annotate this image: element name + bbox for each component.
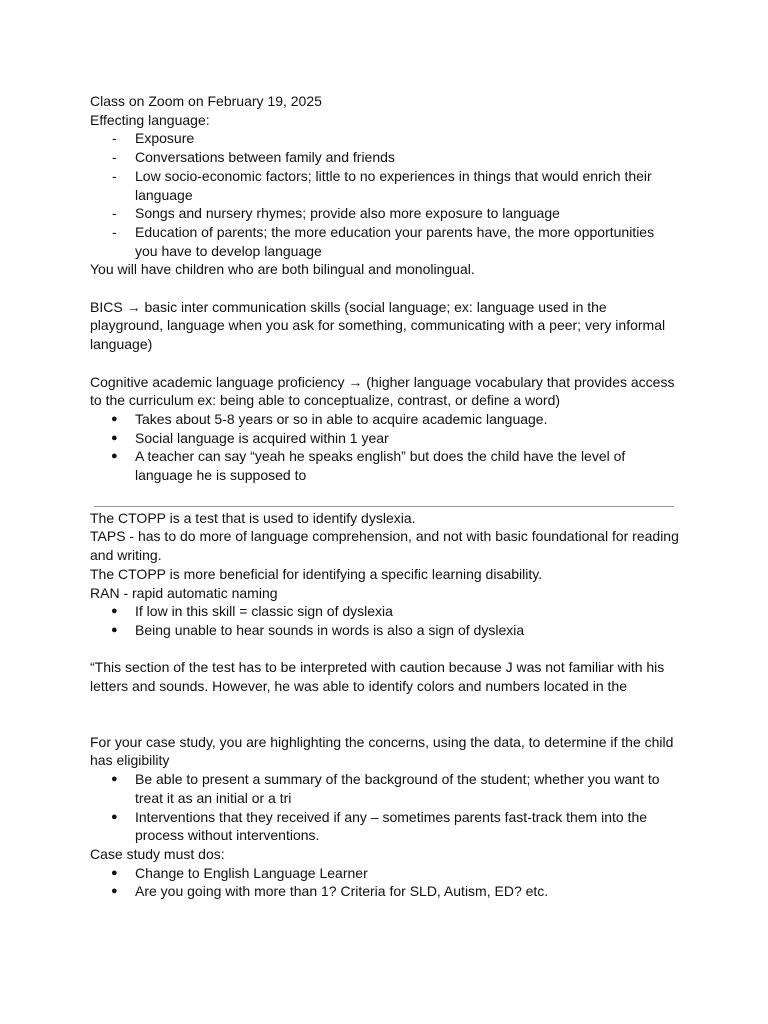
bics-paragraph: BICS → basic inter communication skills (social language; ex: language used in the playground, language when you ask for something, communicating with a peer; very informal language)	[90, 298, 666, 353]
ctopp-line: The CTOPP is a test that is used to identify dyslexia.	[90, 509, 416, 526]
list-item: ● Being unable to hear sounds in words is also a sign of dyslexia	[90, 621, 680, 640]
list-item: - Conversations between family and friends	[90, 148, 680, 167]
bilingual-line: You will have children who are both bilingual and monolingual.	[90, 261, 475, 278]
list-item: - Songs and nursery rhymes; provide also more exposure to language	[90, 204, 680, 223]
must-dos-list	[90, 864, 680, 901]
list-item: ● Social language is acquired within 1 year	[90, 429, 680, 448]
spacer	[90, 354, 680, 373]
list-item: ● Interventions that they received if any – sometimes parents fast-track them into the process without interventions.	[90, 808, 680, 845]
quote-paragraph: “This section of the test has to be interpreted with caution because J was not familiar with his letters and sounds. However, he was able to identify colors and numbers located in the	[90, 659, 665, 695]
list-item: ● If low in this skill = classic sign of dyslexia	[90, 602, 680, 621]
ran-list	[90, 602, 680, 639]
list-item: ● A teacher can say “yeah he speaks english” but does the child have the level of language he is supposed to	[90, 447, 680, 484]
calp-list	[90, 410, 680, 485]
taps-line: TAPS - has to do more of language comprehension, and not with basic foundational for reading and writing.	[90, 528, 679, 564]
spacer	[90, 640, 680, 659]
document-page	[90, 92, 680, 901]
list-item: - Exposure	[90, 129, 680, 148]
list-item: ● Are you going with more than 1? Criteria for SLD, Autism, ED? etc.	[90, 882, 680, 901]
ctopp-benefit-line: The CTOPP is more beneficial for identifying a specific learning disability.	[90, 565, 543, 582]
calp-paragraph: Cognitive academic language proficiency → (higher language vocabulary that provides access to the curriculum ex: being able to conceptualize, contrast, or define a word)	[90, 373, 675, 409]
class-date-line: Class on Zoom on February 19, 2025	[90, 93, 322, 109]
effecting-language-heading: Effecting language:	[90, 111, 210, 128]
list-item: ● Takes about 5-8 years or so in able to acquire academic language.	[90, 410, 680, 429]
spacer	[90, 279, 680, 298]
case-study-list	[90, 770, 680, 845]
horizontal-divider	[94, 506, 674, 507]
list-item: ● Change to English Language Learner	[90, 864, 680, 883]
list-item: ● Be able to present a summary of the background of the student; whether you want to treat it as an initial or a tri	[90, 770, 680, 807]
must-dos-heading: Case study must dos:	[90, 845, 225, 862]
case-study-paragraph: For your case study, you are highlighting the concerns, using the data, to determine if the child has eligibility	[90, 733, 674, 769]
list-item: - Low socio-economic factors; little to no experiences in things that would enrich their language	[90, 167, 680, 204]
effecting-language-list	[90, 129, 680, 260]
ran-line: RAN - rapid automatic naming	[90, 584, 278, 601]
spacer	[90, 696, 680, 733]
list-item: - Education of parents; the more education your parents have, the more opportunities you have to develop language	[90, 223, 680, 260]
